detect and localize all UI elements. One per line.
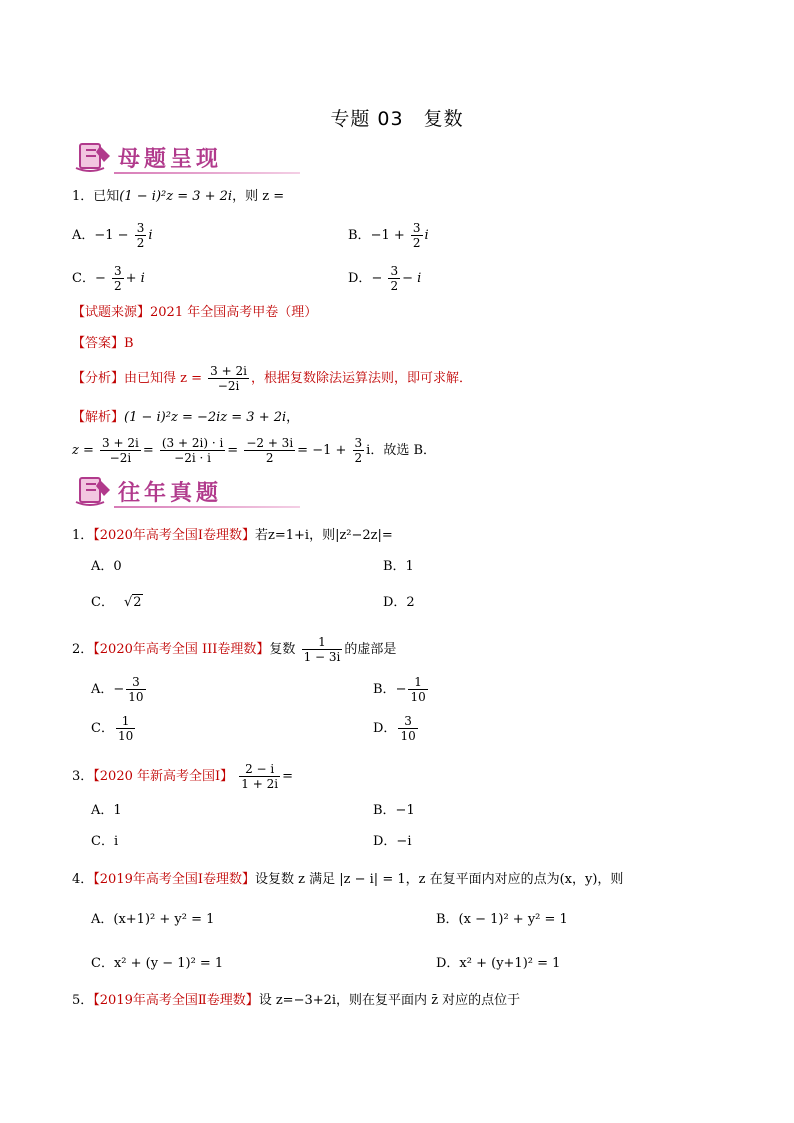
p3-option-d: D．−i (373, 834, 412, 849)
section-header-mother (70, 138, 240, 180)
answer-line: 【答案】B (72, 336, 134, 351)
p2-option-b: B．− $\frac{1}{10}$ (373, 675, 426, 704)
q1-option-c: C．− $\frac{3}{2}$ + i (72, 264, 145, 293)
p1-option-d: D．2 (383, 595, 415, 610)
p1-option-c: C． √2 (91, 595, 142, 610)
p1-option-a: A．0 (91, 559, 122, 574)
p2-option-a: A．− $\frac{3}{10}$ (91, 675, 144, 704)
q1-option-d: D．− $\frac{3}{2}$ − i (348, 264, 422, 293)
p3-option-b: B．−1 (373, 803, 415, 818)
question-1-stem: 1．已知(1 − i)²z = 3 + 2i，则 z = (72, 189, 285, 204)
q1-option-a: A．−1 − $\frac{3}{2}$ i (72, 221, 153, 250)
section-underline (114, 506, 300, 508)
analysis-line: 【分析】由已知得 z = $\frac{3 + 2i}{-2i}$ ，根据复数除法运算法则，即可求解． (72, 364, 472, 393)
p2-option-d: D． $\frac{3}{10}$ (373, 714, 416, 743)
section-underline (114, 172, 300, 174)
past-question-3-stem: 3．【2020 年新高考全国Ⅰ】 $\frac{2 - i}{1 + 2i}$ = (72, 762, 293, 791)
book-pen-icon (70, 472, 114, 512)
p3-option-c: C．i (91, 834, 119, 849)
p3-option-a: A．1 (91, 803, 122, 818)
p4-option-d: D．x² + (y+1)² = 1 (436, 956, 561, 971)
solution-line-1: 【解析】(1 − i)²z = −2iz = 3 + 2i， (72, 410, 300, 425)
sqrt-symbol: √2 (123, 595, 142, 610)
p2-option-c: C． $\frac{1}{10}$ (91, 714, 134, 743)
p1-option-b: B．1 (383, 559, 414, 574)
section-header-past (70, 472, 240, 514)
past-question-1-stem: 1．【2020年高考全国Ⅰ卷理数】若z=1+i，则|z²−2z|= (72, 528, 393, 543)
past-question-4-stem: 4．【2019年高考全国Ⅰ卷理数】设复数 z 满足 |z − i| = 1，z 在复平面内对应的点为(x，y)，则 (72, 872, 624, 887)
solution-line-2: z = $\frac{3 + 2i}{-2i}$ = $\frac{(3 + 2i) \cdot i}{-2i \cdot i}$ = $\frac{-2 + 3i}{2}$ = −1 + $\frac{3}{2}$ i．故选 B． (72, 436, 437, 465)
past-question-2-stem: 2．【2020年高考全国 III卷理数】复数 $\frac{1}{1 - 3i}$ 的虚部是 (72, 635, 397, 664)
p4-option-a: A．(x+1)² + y² = 1 (91, 912, 215, 927)
section-title: 往年真题 (118, 481, 223, 506)
page-title: 专题 03 复数 (330, 108, 464, 130)
p4-option-b: B．(x − 1)² + y² = 1 (436, 912, 568, 927)
section-title: 母题呈现 (118, 147, 223, 172)
source-line: 【试题来源】2021 年全国高考甲卷（理） (72, 305, 318, 320)
past-question-5-stem: 5．【2019年高考全国Ⅱ卷理数】设 z=−3+2i，则在复平面内 z̄ 对应的点位于 (72, 993, 521, 1008)
p4-option-c: C．x² + (y − 1)² = 1 (91, 956, 224, 971)
book-pen-icon (70, 138, 114, 178)
q1-option-b: B．−1 + $\frac{3}{2}$ i (348, 221, 429, 250)
